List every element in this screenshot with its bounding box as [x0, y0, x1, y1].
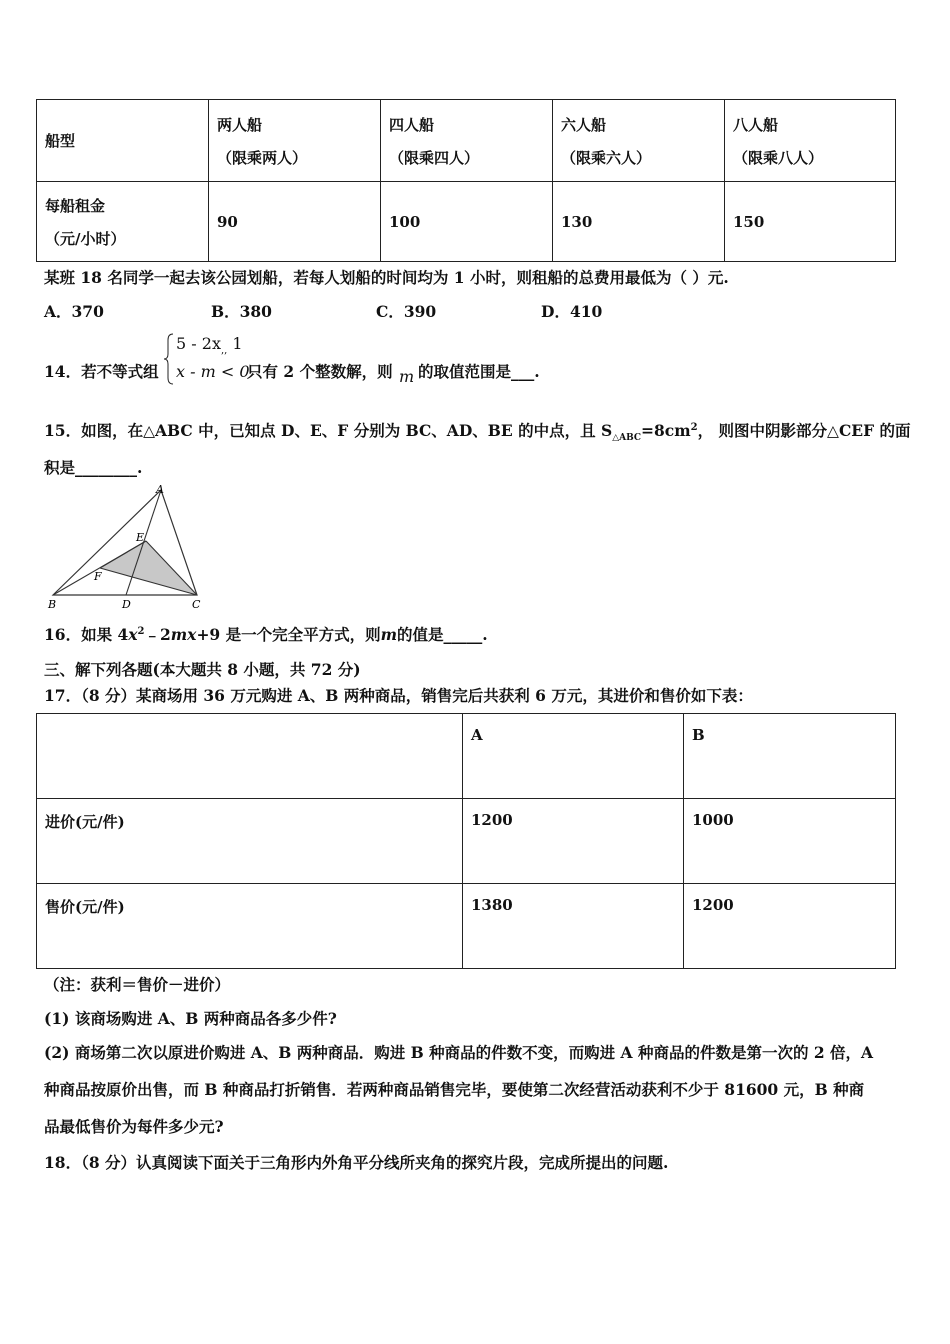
q17-part2-line2: 种商品按原价出售，而 B 种商品打折销售．若两种商品销售完毕，要使第二次经营活动获利不少于 81600 元，B 种商 — [44, 1080, 865, 1099]
label-d: D — [122, 598, 131, 611]
label-e: E — [136, 531, 145, 544]
price-table-cell: 1000 — [684, 799, 896, 884]
label-a: A — [156, 484, 164, 496]
price-table-row-label: 售价(元/件) — [37, 884, 463, 969]
shaded-triangle-cef — [100, 541, 197, 595]
price-table-corner — [37, 714, 463, 799]
q16-text: 16．如果 $4x^2﹣2mx+9$ 是一个完全平方式，则m的值是_____. — [44, 625, 488, 644]
q13-option-b: B．380 — [211, 302, 272, 321]
brace-icon — [163, 332, 175, 386]
label-f: F — [94, 570, 102, 583]
q13-text: 某班 18 名同学一起去该公园划船，若每人划船的时间均为 1 小时，则租船的总费用最低为（ ）元. — [44, 268, 729, 287]
price-table-header-b: B — [684, 714, 896, 799]
section-3-heading: 三、解下列各题(本大题共 8 小题，共 72 分) — [44, 660, 361, 679]
price-table-cell: 1380 — [463, 884, 684, 969]
q14-ineq1: $5 - 2x_{,,}$ 1 — [176, 334, 243, 357]
boat-rental-table — [36, 99, 896, 262]
triangle-figure — [44, 484, 214, 612]
q14-suffix: 的取值范围是___. — [418, 362, 540, 381]
boat-four-header: 四人船 （限乘四人） — [381, 100, 553, 182]
q17-part2-line3: 品最低售价为每件多少元? — [44, 1117, 224, 1136]
rent-six: 130 — [553, 182, 725, 262]
label-c: C — [192, 598, 201, 611]
boat-eight-header: 八人船 （限乘八人） — [725, 100, 896, 182]
boat-two-header: 两人船 （限乘两人） — [209, 100, 381, 182]
q17-part2-line1: (2) 商场第二次以原进价购进 A、B 两种商品．购进 B 种商品的件数不变，而购进 A 种商品的件数是第一次的 2 倍，A — [44, 1043, 874, 1062]
q13-option-c: C．390 — [376, 302, 437, 321]
q15-line1: 15．如图，在△ABC 中，已知点 D、E、F 分别为 BC、AD、BE 的中点，且 $S_{\triangle ABC}=8cm^2$， 则图中阴影部分△CEF 的面 — [44, 421, 911, 444]
rent-eight: 150 — [725, 182, 896, 262]
q14-var: m — [399, 367, 415, 386]
q14-middle: 只有 2 个整数解，则 — [247, 362, 393, 381]
label-b: B — [48, 598, 57, 611]
price-table-cell: 1200 — [463, 799, 684, 884]
q17-note: （注：获利＝售价－进价） — [44, 975, 231, 994]
price-table — [36, 713, 896, 969]
boat-type-header: 船型 — [37, 100, 209, 182]
boat-six-header: 六人船 （限乘六人） — [553, 100, 725, 182]
q14-prefix: 14．若不等式组 — [44, 362, 159, 381]
q17-intro: 17．（8 分）某商场用 36 万元购进 A、B 两种商品，销售完后共获利 6 万元，其进价和售价如下表： — [44, 686, 753, 705]
rent-row-label: 每船租金 （元/小时） — [37, 182, 209, 262]
q14-ineq2: x - m < 0 — [176, 362, 250, 381]
q18-text: 18．（8 分）认真阅读下面关于三角形内外角平分线所夹角的探究片段，完成所提出的问题. — [44, 1153, 669, 1172]
q13-option-d: D．410 — [541, 302, 603, 321]
price-table-cell: 1200 — [684, 884, 896, 969]
q17-part1: (1) 该商场购进 A、B 两种商品各多少件? — [44, 1009, 337, 1028]
price-table-header-a: A — [463, 714, 684, 799]
price-table-row-label: 进价(元/件) — [37, 799, 463, 884]
rent-two: 90 — [209, 182, 381, 262]
q15-line2: 积是________. — [44, 458, 143, 477]
q13-option-a: A．370 — [44, 302, 104, 321]
rent-four: 100 — [381, 182, 553, 262]
